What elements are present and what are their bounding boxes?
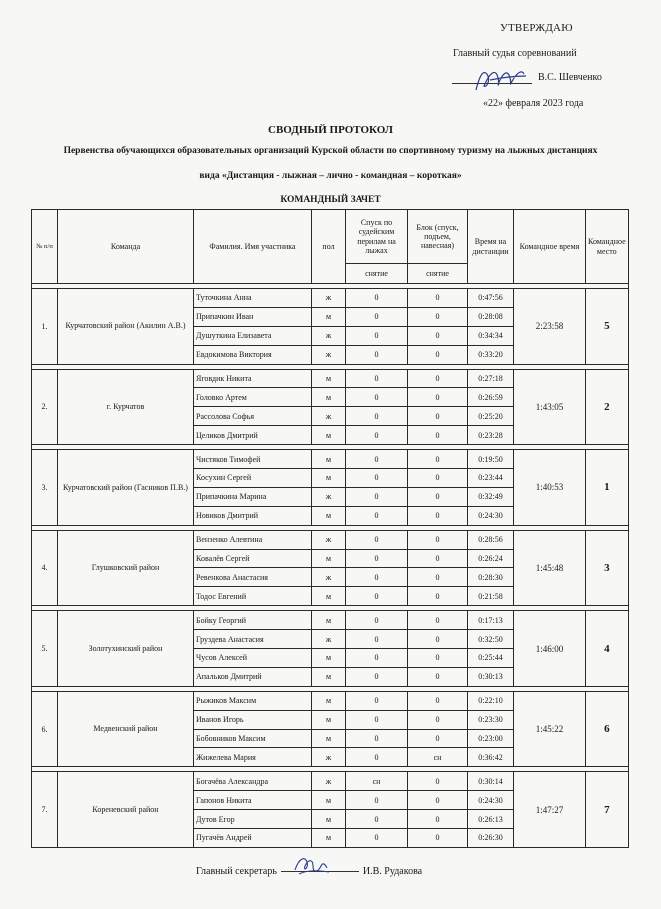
team-place: 7	[586, 772, 629, 848]
team-name: Медвенский район	[58, 691, 194, 767]
table-row	[32, 530, 629, 549]
distance-time: 0:47:56	[468, 289, 514, 308]
block-penalty: 0	[408, 611, 468, 630]
block-penalty: 0	[408, 649, 468, 668]
block-penalty: 0	[408, 289, 468, 308]
descent-penalty: 0	[346, 450, 408, 469]
protocol-line2: вида «Дистанция - лыжная – лично - командная – короткая»	[199, 171, 462, 181]
participant-name: Новиков Дмитрий	[194, 506, 312, 525]
chief-judge-position: Главный судья соревнований	[453, 48, 577, 59]
results-body	[32, 284, 629, 848]
approval-date: «22» февраля 2023 года	[483, 98, 584, 109]
table-row	[32, 369, 629, 388]
participant-name: Гапонов Никита	[194, 791, 312, 810]
block-penalty: 0	[408, 487, 468, 506]
participant-name: Бойку Георгий	[194, 611, 312, 630]
participant-sex: м	[312, 450, 346, 469]
distance-time: 0:28:56	[468, 530, 514, 549]
participant-name: Пугачёв Андрей	[194, 829, 312, 848]
participant-name: Жижелева Мария	[194, 748, 312, 767]
descent-penalty: 0	[346, 289, 408, 308]
chief-judge-signature	[470, 64, 530, 96]
descent-penalty: сн	[346, 772, 408, 791]
participant-name: Ковалёв Сергей	[194, 549, 312, 568]
participant-sex: ж	[312, 407, 346, 426]
team-name: Курчатовский район (Гасников П.В.)	[58, 450, 194, 526]
participant-sex: м	[312, 388, 346, 407]
participant-sex: м	[312, 506, 346, 525]
participant-sex: ж	[312, 568, 346, 587]
descent-penalty: 0	[346, 748, 408, 767]
participant-sex: м	[312, 691, 346, 710]
descent-penalty: 0	[346, 345, 408, 364]
participant-sex: м	[312, 829, 346, 848]
participant-sex: м	[312, 587, 346, 606]
block-penalty: 0	[408, 549, 468, 568]
team-time: 1:45:22	[514, 691, 586, 767]
team-number: 3.	[32, 450, 58, 526]
participant-name: Чистяков Тимофей	[194, 450, 312, 469]
block-penalty: 0	[408, 691, 468, 710]
participant-name: Дутов Егор	[194, 810, 312, 829]
participant-name: Бобовников Максим	[194, 729, 312, 748]
distance-time: 0:24:30	[468, 506, 514, 525]
descent-penalty: 0	[346, 791, 408, 810]
team-place: 5	[586, 289, 629, 365]
col-descent: Спуск по судейским перилам на лыжах	[346, 210, 408, 264]
team-number: 1.	[32, 289, 58, 365]
participant-sex: ж	[312, 748, 346, 767]
participant-name: Иванов Игорь	[194, 710, 312, 729]
participant-sex: м	[312, 307, 346, 326]
participant-sex: м	[312, 469, 346, 488]
block-penalty: 0	[408, 810, 468, 829]
participant-sex: ж	[312, 289, 346, 308]
table-row	[32, 289, 629, 308]
participant-sex: м	[312, 710, 346, 729]
results-table	[31, 209, 629, 848]
team-name: Курчатовский район (Акилин А.В.)	[58, 289, 194, 365]
participant-sex: ж	[312, 772, 346, 791]
distance-time: 0:23:44	[468, 469, 514, 488]
participant-name: Целиков Дмитрий	[194, 426, 312, 445]
participant-sex: м	[312, 369, 346, 388]
col-sex: пол	[312, 210, 346, 284]
col-descent-removal: снятие	[346, 264, 408, 284]
participant-sex: ж	[312, 630, 346, 649]
participant-sex: м	[312, 549, 346, 568]
descent-penalty: 0	[346, 487, 408, 506]
distance-time: 0:23:28	[468, 426, 514, 445]
participant-sex: ж	[312, 530, 346, 549]
participant-name: Головко Артем	[194, 388, 312, 407]
distance-time: 0:26:13	[468, 810, 514, 829]
distance-time: 0:30:14	[468, 772, 514, 791]
block-penalty: 0	[408, 326, 468, 345]
block-penalty: 0	[408, 829, 468, 848]
distance-time: 0:17:13	[468, 611, 514, 630]
protocol-title: СВОДНЫЙ ПРОТОКОЛ	[268, 124, 393, 136]
distance-time: 0:23:00	[468, 729, 514, 748]
team-time: 1:43:05	[514, 369, 586, 445]
block-penalty: 0	[408, 369, 468, 388]
team-time: 1:47:27	[514, 772, 586, 848]
secretary-label: Главный секретарь	[196, 866, 277, 877]
team-time: 2:23:58	[514, 289, 586, 365]
descent-penalty: 0	[346, 568, 408, 587]
descent-penalty: 0	[346, 829, 408, 848]
team-place: 6	[586, 691, 629, 767]
col-place: Командное место	[586, 210, 629, 284]
col-time: Время на дистанции	[468, 210, 514, 284]
distance-time: 0:26:24	[468, 549, 514, 568]
distance-time: 0:32:49	[468, 487, 514, 506]
descent-penalty: 0	[346, 810, 408, 829]
distance-time: 0:26:30	[468, 829, 514, 848]
distance-time: 0:25:44	[468, 649, 514, 668]
participant-name: Ревенкова Анастасия	[194, 568, 312, 587]
team-number: 5.	[32, 611, 58, 687]
participant-name: Припачкина Марина	[194, 487, 312, 506]
block-penalty: 0	[408, 568, 468, 587]
participant-name: Туточкина Анна	[194, 289, 312, 308]
team-number: 7.	[32, 772, 58, 848]
participant-name: Груздева Анастасия	[194, 630, 312, 649]
participant-name: Вензенко Алевтина	[194, 530, 312, 549]
col-team: Команда	[58, 210, 194, 284]
descent-penalty: 0	[346, 549, 408, 568]
team-place: 2	[586, 369, 629, 445]
participant-name: Богачёва Александра	[194, 772, 312, 791]
table-row	[32, 611, 629, 630]
block-penalty: 0	[408, 307, 468, 326]
participant-name: Рассолова Софья	[194, 407, 312, 426]
col-participant: Фамилия. Имя участника	[194, 210, 312, 284]
col-team-time: Командное время	[514, 210, 586, 284]
block-penalty: 0	[408, 388, 468, 407]
distance-time: 0:26:59	[468, 388, 514, 407]
participant-sex: м	[312, 810, 346, 829]
participant-sex: ж	[312, 487, 346, 506]
col-num: № п/п	[32, 210, 58, 284]
team-number: 6.	[32, 691, 58, 767]
descent-penalty: 0	[346, 691, 408, 710]
descent-penalty: 0	[346, 469, 408, 488]
table-row	[32, 691, 629, 710]
descent-penalty: 0	[346, 611, 408, 630]
block-penalty: сн	[408, 748, 468, 767]
participant-name: Душуткина Елизавета	[194, 326, 312, 345]
participant-sex: м	[312, 426, 346, 445]
block-penalty: 0	[408, 506, 468, 525]
descent-penalty: 0	[346, 369, 408, 388]
block-penalty: 0	[408, 667, 468, 686]
descent-penalty: 0	[346, 506, 408, 525]
distance-time: 0:32:50	[468, 630, 514, 649]
descent-penalty: 0	[346, 729, 408, 748]
secretary-name: И.В. Рудакова	[362, 866, 423, 877]
team-name: Золотухинский район	[58, 611, 194, 687]
distance-time: 0:28:08	[468, 307, 514, 326]
block-penalty: 0	[408, 772, 468, 791]
team-name: Кореневский район	[58, 772, 194, 848]
block-penalty: 0	[408, 630, 468, 649]
descent-penalty: 0	[346, 326, 408, 345]
descent-penalty: 0	[346, 630, 408, 649]
participant-name: Припачкин Иван	[194, 307, 312, 326]
distance-time: 0:36:42	[468, 748, 514, 767]
team-place: 4	[586, 611, 629, 687]
descent-penalty: 0	[346, 710, 408, 729]
team-time: 1:45:48	[514, 530, 586, 606]
descent-penalty: 0	[346, 307, 408, 326]
participant-name: Рыжиков Максим	[194, 691, 312, 710]
participant-sex: м	[312, 649, 346, 668]
participant-sex: м	[312, 729, 346, 748]
descent-penalty: 0	[346, 426, 408, 445]
block-penalty: 0	[408, 450, 468, 469]
participant-sex: м	[312, 611, 346, 630]
participant-sex: м	[312, 667, 346, 686]
col-block: Блок (спуск, подъем, навесная)	[408, 210, 468, 264]
table-row	[32, 772, 629, 791]
protocol-line1: Первенства обучающихся образовательных организаций Курской области по спортивному туризму на лыжных дистанциях	[63, 146, 598, 156]
distance-time: 0:34:34	[468, 326, 514, 345]
distance-time: 0:23:30	[468, 710, 514, 729]
team-name: г. Курчатов	[58, 369, 194, 445]
team-number: 2.	[32, 369, 58, 445]
block-penalty: 0	[408, 710, 468, 729]
block-penalty: 0	[408, 587, 468, 606]
block-penalty: 0	[408, 469, 468, 488]
distance-time: 0:25:20	[468, 407, 514, 426]
participant-name: Евдокимова Виктория	[194, 345, 312, 364]
descent-penalty: 0	[346, 407, 408, 426]
distance-time: 0:19:50	[468, 450, 514, 469]
team-time: 1:40:53	[514, 450, 586, 526]
secretary-block	[196, 866, 422, 877]
descent-penalty: 0	[346, 587, 408, 606]
block-penalty: 0	[408, 426, 468, 445]
block-penalty: 0	[408, 345, 468, 364]
approval-title: УТВЕРЖДАЮ	[500, 22, 573, 34]
descent-penalty: 0	[346, 667, 408, 686]
team-time: 1:46:00	[514, 611, 586, 687]
participant-sex: м	[312, 791, 346, 810]
distance-time: 0:28:30	[468, 568, 514, 587]
distance-time: 0:22:10	[468, 691, 514, 710]
table-row	[32, 450, 629, 469]
participant-name: Тодос Евгений	[194, 587, 312, 606]
participant-sex: ж	[312, 326, 346, 345]
descent-penalty: 0	[346, 649, 408, 668]
block-penalty: 0	[408, 729, 468, 748]
team-number: 4.	[32, 530, 58, 606]
distance-time: 0:24:30	[468, 791, 514, 810]
participant-sex: ж	[312, 345, 346, 364]
distance-time: 0:27:18	[468, 369, 514, 388]
team-place: 1	[586, 450, 629, 526]
block-penalty: 0	[408, 407, 468, 426]
participant-name: Чусов Алексей	[194, 649, 312, 668]
protocol-subtitle: КОМАНДНЫЙ ЗАЧЕТ	[280, 195, 381, 205]
block-penalty: 0	[408, 791, 468, 810]
team-name: Глушковский район	[58, 530, 194, 606]
block-penalty: 0	[408, 530, 468, 549]
secretary-signature	[291, 852, 331, 878]
participant-name: Яговдик Никита	[194, 369, 312, 388]
participant-name: Апальков Дмитрий	[194, 667, 312, 686]
col-block-removal: снятие	[408, 264, 468, 284]
descent-penalty: 0	[346, 388, 408, 407]
team-place: 3	[586, 530, 629, 606]
chief-judge-name: В.С. Шевченко	[538, 72, 602, 83]
distance-time: 0:21:58	[468, 587, 514, 606]
participant-name: Косухин Сергей	[194, 469, 312, 488]
distance-time: 0:30:13	[468, 667, 514, 686]
distance-time: 0:33:20	[468, 345, 514, 364]
descent-penalty: 0	[346, 530, 408, 549]
